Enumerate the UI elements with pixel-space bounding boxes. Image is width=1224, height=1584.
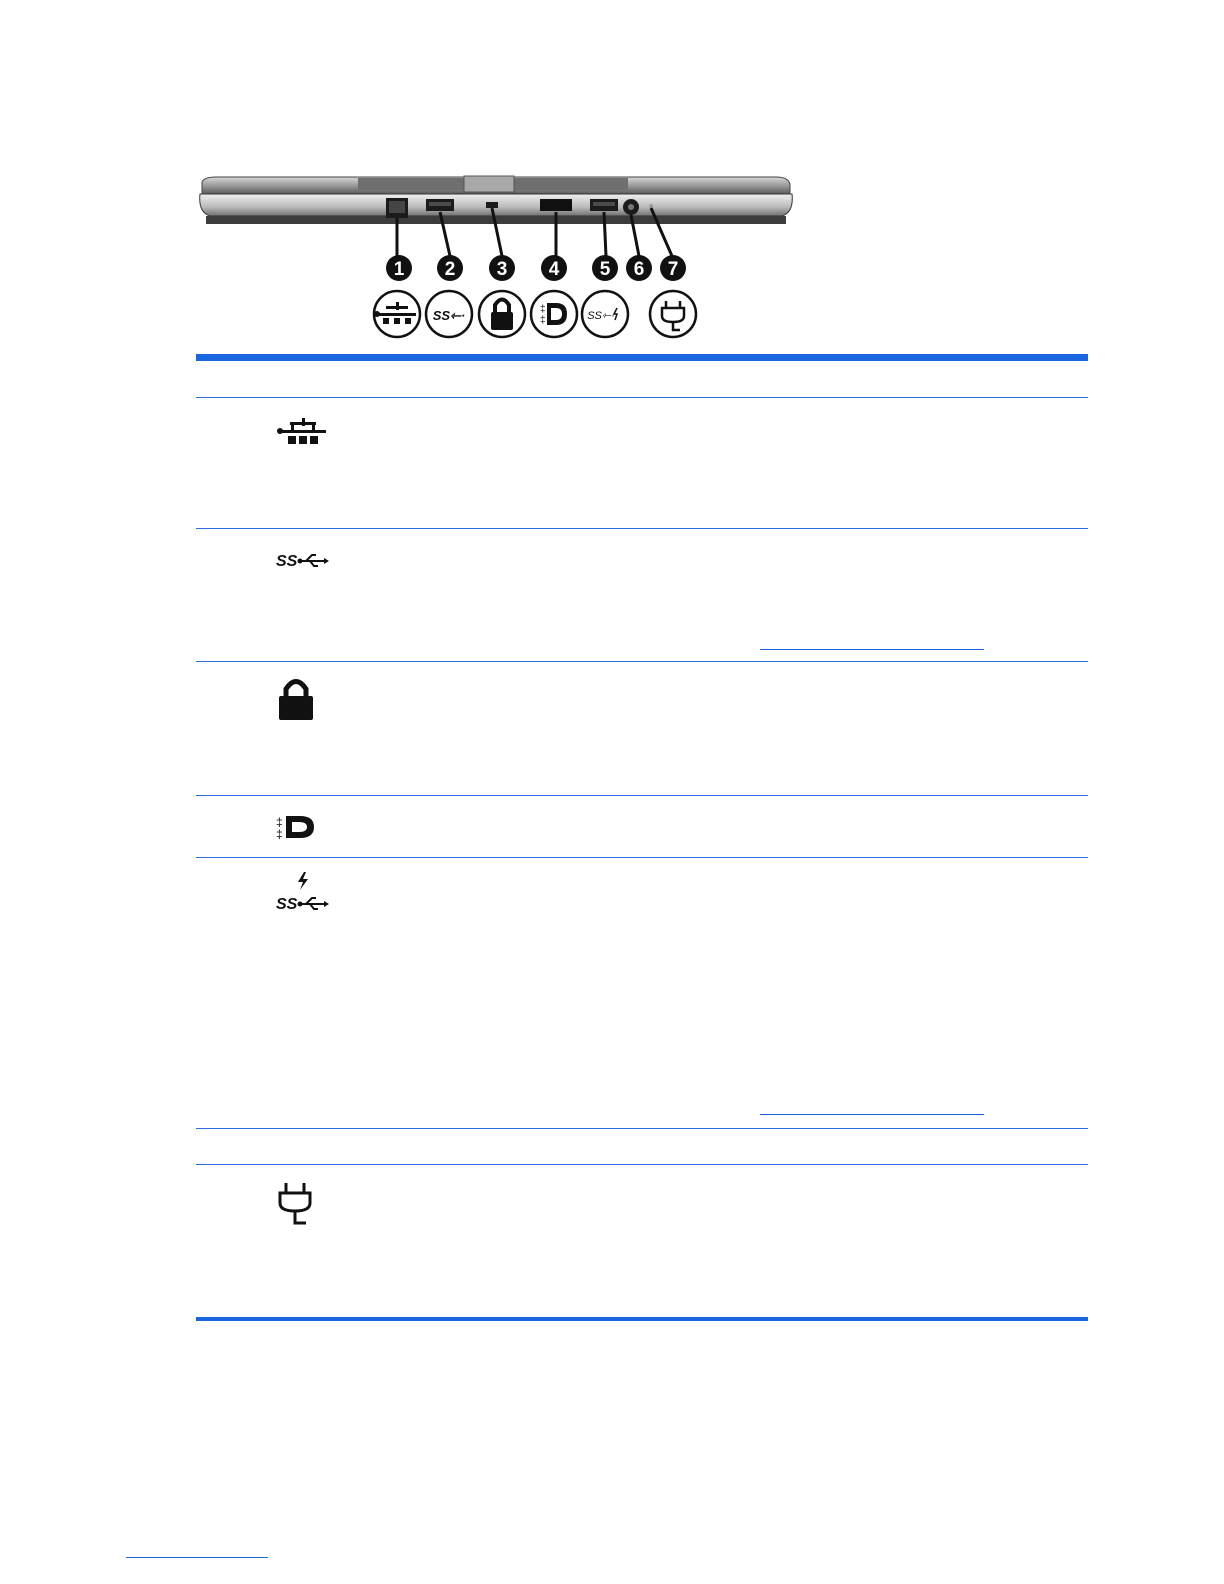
callout-1: [386, 255, 412, 281]
table-bottom-rule: [196, 1317, 1088, 1321]
callout-2-label: 2: [444, 259, 456, 280]
table-top-rule: [196, 354, 1088, 361]
callout-7-label: 7: [667, 259, 679, 280]
usb-charging-icon: [276, 872, 330, 914]
footer-link-underline[interactable]: [126, 1557, 268, 1558]
table-header-row: [196, 361, 1088, 398]
displayport-icon: [531, 291, 577, 337]
security-lock-icon: [276, 676, 316, 722]
callout-3-label: 3: [496, 259, 508, 280]
row-icon-cell: [276, 418, 336, 451]
row-icon-cell: [276, 1181, 336, 1232]
row-icon-cell: [276, 551, 336, 576]
rj45-network-icon: [276, 418, 328, 446]
table-row-ac-light: [196, 1129, 1088, 1165]
table-row-power-connector: [196, 1165, 1088, 1317]
table-row-displayport: [196, 796, 1088, 858]
table-row-usb-superspeed: [196, 529, 1088, 662]
table-row-usb-charging: [196, 858, 1088, 1129]
callout-3: [489, 255, 515, 281]
svg-text:‡: ‡: [276, 815, 283, 829]
svg-text:‡: ‡: [540, 304, 546, 315]
svg-text:‡: ‡: [540, 315, 546, 326]
row-link[interactable]: [760, 1114, 984, 1115]
table-row-rj45: [196, 398, 1088, 529]
svg-text:SS: SS: [276, 896, 298, 913]
svg-text:SS⇽·: SS⇽·: [587, 310, 615, 322]
displayport-icon: [276, 814, 318, 840]
callout-7: [660, 255, 686, 281]
components-table: [196, 354, 1088, 1321]
svg-text:SS: SS: [276, 553, 298, 570]
row-link[interactable]: [760, 649, 984, 650]
laptop-side-view-figure: [196, 172, 796, 347]
power-connector-icon: [276, 1181, 316, 1227]
callout-4: [541, 255, 567, 281]
usb-superspeed-icon: [276, 551, 330, 571]
table-row-security-slot: [196, 662, 1088, 796]
callout-2: [437, 255, 463, 281]
laptop-illustration: [196, 172, 796, 347]
callout-5: [592, 255, 618, 281]
callout-5-label: 5: [599, 259, 611, 280]
svg-text:SS⇽·: SS⇽·: [432, 308, 466, 323]
row-icon-cell: [276, 676, 336, 727]
callout-4-label: 4: [548, 259, 560, 280]
callout-6: [626, 255, 652, 281]
row-icon-cell: [276, 814, 336, 845]
svg-text:‡: ‡: [276, 827, 283, 840]
row-icon-cell: [276, 872, 336, 919]
callout-1-label: 1: [393, 259, 405, 280]
callout-6-label: 6: [633, 259, 645, 280]
